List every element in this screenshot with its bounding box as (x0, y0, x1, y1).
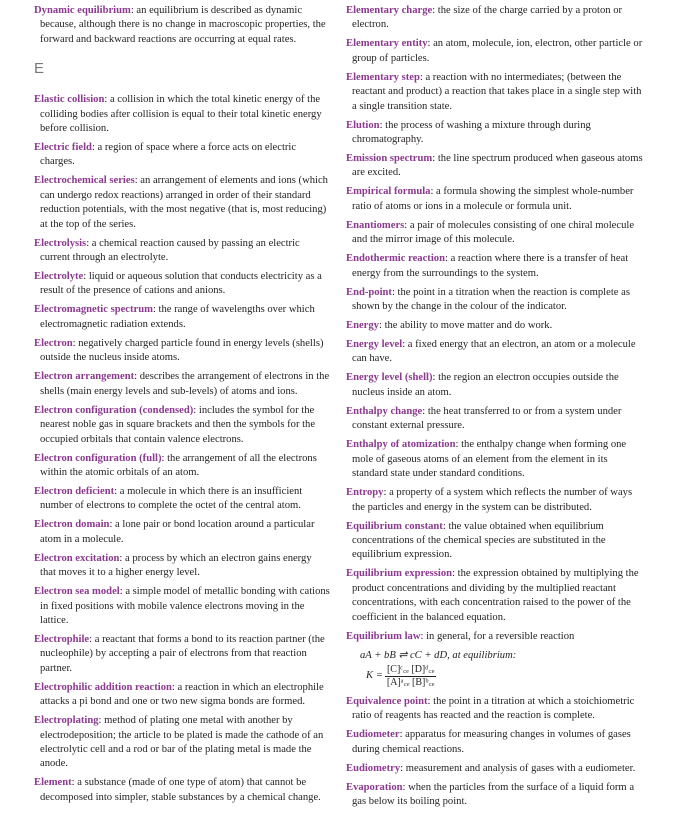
section-letter: E (34, 60, 45, 78)
glossary-entry: Emission spectrum: the line spectrum produced when gaseous atoms are excited. (346, 153, 643, 179)
glossary-definition: when the particles from the surface of a liquid form a gas below its boiling point. (352, 781, 635, 808)
glossary-entry: Evaporation: when the particles from the surface of a liquid form a gas below its boiling point. (346, 781, 635, 808)
glossary-entry: Equilibrium expression: the expression obtained by multiplying the product concentrations and dividing by the multiplied reactant concentrations, with each concentration raised to the power of the coefficient in the balanced equation. (346, 568, 639, 623)
glossary-definition: a simple model of metallic bonding with cations in fixed positions with mobile valence electrons moving in the lattice. (40, 586, 330, 626)
equilibrium-reaction: aA + bB ⇌ cC + dD, at equilibrium: (360, 649, 517, 661)
glossary-definition: the region an electron occupies outside the nucleus inside an atom. (352, 372, 619, 398)
glossary-definition: a chemical reaction caused by passing an electric current through an electrolyte. (40, 237, 300, 264)
glossary-definition: a lone pair or bond location around a particular atom in a molecule. (40, 519, 315, 545)
glossary-term: Elementary charge (346, 5, 433, 16)
glossary-term: Dynamic equilibrium (34, 5, 131, 16)
glossary-definition: an atom, molecule, ion, electron, other particle or group of particles. (352, 38, 643, 64)
glossary-term: Endothermic reaction (346, 253, 445, 265)
glossary-term: Electron sea model (34, 586, 120, 598)
glossary-definition: apparatus for measuring changes in volumes of gases during chemical reactions. (352, 729, 631, 755)
glossary-entry: Enthalpy change: the heat transferred to or from a system under constant external pressure. (346, 405, 622, 432)
glossary-definition: the point in a titration when the reaction is complete as shown by the change in the colour of the indicator. (352, 286, 630, 313)
glossary-term: Electroplating (34, 715, 99, 727)
glossary-term: Electrolyte (34, 271, 84, 283)
glossary-term: Enantiomers (346, 219, 405, 231)
glossary-entry: Elementary charge: the size of the charge carried by a proton or electron. (346, 5, 623, 31)
glossary-definition: a molecule in which there is an insufficient number of electrons to complete the octet of the central atom. (40, 485, 303, 512)
left-column (34, 4, 330, 810)
glossary-entry: Electrolyte: liquid or aqueous solution that conducts electricity as a result of the presence of cations and anions. (34, 271, 322, 297)
glossary-term: Electron (34, 337, 73, 349)
glossary-entry: Electrochemical series: an arrangement of elements and ions (which can undergo redox reactions) arranged in order of their standard reduction potentials, with the most negative (that is, most reducing) at the top of the series. (34, 175, 328, 230)
glossary-definition: a pair of molecules consisting of one chiral molecule and the mirror image of this molecule. (352, 219, 635, 246)
glossary-term: Eudiometry (346, 762, 401, 774)
glossary-definition: an equilibrium is described as dynamic because, although there is no change in macroscopic properties, the forward and backward reactions are occurring at equal rates. (40, 5, 326, 45)
glossary-entry: Electrophile: a reactant that forms a bond to its reaction partner (the nucleophile) by accepting a pair of electrons from that reaction partner. (34, 633, 325, 674)
glossary-definition: a collision in which the total kinetic energy of the colliding bodies after collision is equal to their total kinetic energy before collision. (40, 94, 322, 135)
glossary-definition: the arrangement of all the electrons within the atomic orbitals of an atom. (40, 452, 317, 478)
glossary-entry: Dynamic equilibrium: an equilibrium is described as dynamic because, although there is no change in macroscopic properties, the forward and backward reactions are occurring at equal rates. (34, 5, 326, 45)
glossary-term: Electron deficient (34, 485, 115, 497)
glossary-entry: Entropy: a property of a system which reflects the number of ways the particles and energy in the system can be distributed. (346, 487, 633, 513)
glossary-entry: Electron: negatively charged particle found in energy levels (shells) outside the nucleus inside atoms. (34, 337, 324, 364)
glossary-term: Electron domain (34, 519, 110, 531)
glossary-definition: negatively charged particle found in energy levels (shells) outside the nucleus inside atoms. (40, 337, 324, 364)
glossary-term: Electrophile (34, 633, 90, 645)
left-entries (34, 93, 330, 805)
glossary-term: Elution (346, 119, 380, 131)
glossary-definition: the process of washing a mixture through during chromatography. (352, 119, 591, 146)
glossary-definition: a substance (made of one type of atom) that cannot be decomposed into simpler, stable substances by a chemical change. (40, 777, 321, 803)
glossary-term: Element (34, 777, 72, 789)
right-entries-a (346, 4, 644, 644)
glossary-entry: Electron configuration (full): the arrangement of all the electrons within the atomic orbitals of an atom. (34, 452, 317, 478)
right-column (346, 4, 644, 814)
glossary-definition: the point in a titration at which a stoichiometric ratio of reagents has reacted and the reaction is complete. (352, 695, 635, 722)
glossary-entry: Electron deficient: a molecule in which there is an insufficient number of electrons to complete the octet of the central atom. (34, 485, 303, 512)
glossary-entry: Energy: the ability to move matter and do work. (346, 320, 553, 332)
glossary-definition: the size of the charge carried by a proton or electron. (352, 5, 623, 31)
glossary-entry: Element: a substance (made of one type of atom) that cannot be decomposed into simpler, stable substances by a chemical change. (34, 777, 321, 803)
glossary-entry: Electromagnetic spectrum: the range of wavelengths over which electromagnetic radiation extends. (34, 304, 315, 330)
glossary-entry: Empirical formula: a formula showing the simplest whole-number ratio of atoms or ions in a molecule or formula unit. (346, 186, 634, 212)
glossary-term: End-point (346, 286, 392, 298)
glossary-definition: in general, for a reversible reaction (426, 630, 575, 642)
glossary-term: Electron configuration (condensed) (34, 404, 194, 416)
glossary-entry: Eudiometry: measurement and analysis of gases with a eudiometer. (346, 762, 636, 774)
glossary-entry: Eudiometer: apparatus for measuring changes in volumes of gases during chemical reactions. (346, 729, 631, 755)
glossary-term: Electrochemical series (34, 175, 135, 187)
glossary-definition: a reaction in which an electrophile attacks a pi bond and one or two new sigma bonds are formed. (40, 681, 324, 708)
glossary-term: Empirical formula (346, 186, 431, 198)
glossary-definition: the heat transferred to or from a system under constant external pressure. (352, 405, 622, 432)
glossary-definition: a fixed energy that an electron, an atom or a molecule can have. (352, 339, 636, 365)
glossary-definition: measurement and analysis of gases with a eudiometer. (405, 762, 636, 774)
glossary-entry: Enthalpy of atomization: the enthalpy change when forming one mole of gaseous atoms of an element from the element in its standard state under standard conditions. (346, 439, 627, 480)
glossary-entry: Elution: the process of washing a mixture through during chromatography. (346, 119, 591, 146)
glossary-entry: Electrophilic addition reaction: a reaction in which an electrophile attacks a pi bond and one or two new sigma bonds are formed. (34, 681, 324, 708)
glossary-definition: liquid or aqueous solution that conducts electricity as a result of the presence of cations and anions. (40, 271, 322, 297)
glossary-term: Enthalpy of atomization (346, 439, 456, 451)
glossary-term: Equilibrium expression (346, 568, 453, 580)
glossary-term: Elementary entity (346, 38, 428, 50)
left-entries-top (34, 4, 330, 47)
glossary-term: Evaporation (346, 781, 403, 793)
glossary-definition: the value obtained when equilibrium concentrations of the chemical species are substituted in the equilibrium expression. (352, 520, 606, 561)
glossary-entry: Equilibrium constant: the value obtained when equilibrium concentrations of the chemical species are substituted in the equilibrium expression. (346, 520, 606, 561)
glossary-entry: Electron arrangement: describes the arrangement of electrons in the shells (main energy levels and sub-levels) of atoms and ions. (34, 371, 330, 397)
glossary-term: Electron arrangement (34, 371, 135, 383)
glossary-entry: Endothermic reaction: a reaction where there is a transfer of heat energy from the surroundings to the system. (346, 253, 629, 279)
glossary-definition: describes the arrangement of electrons in the shells (main energy levels and sub-levels) of atoms and ions. (40, 371, 330, 397)
equilibrium-k-expression (346, 664, 644, 689)
glossary-term: Energy (346, 320, 379, 332)
glossary-definition: a region of space where a force acts on electric charges. (40, 142, 297, 168)
glossary-definition: a reactant that forms a bond to its reaction partner (the nucleophile) by accepting a pair of electrons from that reaction partner. (40, 633, 325, 674)
glossary-definition: a reaction with no intermediates; (between the reactant and product) a reaction that takes place in a single step with a single transition state. (352, 71, 642, 112)
glossary-entry: Electroplating: method of plating one metal with another by electrodeposition; the article to be plated is made the cathode of an electrolytic cell and a rod or bar of the plating metal is made the anode. (34, 715, 324, 770)
glossary-entry: Energy level: a fixed energy that an electron, an atom or a molecule can have. (346, 339, 636, 365)
glossary-entry: Electron excitation: a process by which an electron gains energy that moves it to a higher energy level. (34, 552, 312, 579)
glossary-entry: Elastic collision: a collision in which the total kinetic energy of the colliding bodies after collision is equal to their total kinetic energy before collision. (34, 94, 322, 135)
glossary-term: Electric field (34, 142, 92, 154)
glossary-entry: Electrolysis: a chemical reaction caused by passing an electric current through an electrolyte. (34, 237, 300, 264)
glossary-term: Emission spectrum (346, 153, 433, 165)
glossary-term: Enthalpy change (346, 405, 423, 417)
glossary-entry: Electron domain: a lone pair or bond location around a particular atom in a molecule. (34, 519, 315, 545)
glossary-term: Equilibrium constant (346, 520, 443, 532)
glossary-entry: Energy level (shell): the region an electron occupies outside the nucleus inside an atom. (346, 372, 619, 398)
glossary-definition: the ability to move matter and do work. (384, 320, 553, 332)
glossary-definition: an arrangement of elements and ions (which can undergo redox reactions) arranged in order of their standard reduction potentials, with the most negative (that is, most reducing) at the top of the series. (40, 175, 328, 230)
glossary-term: Electromagnetic spectrum (34, 304, 153, 316)
glossary-definition: a property of a system which reflects the number of ways the particles and energy in the system can be distributed. (352, 487, 633, 513)
glossary-term: Electron excitation (34, 552, 120, 564)
glossary-term: Electron configuration (full) (34, 452, 162, 464)
glossary-entry: Electron configuration (condensed): includes the symbol for the nearest noble gas in square brackets and then the symbols for the occupied orbitals that contain valence electrons. (34, 404, 316, 445)
glossary-entry: Elementary step: a reaction with no intermediates; (between the reactant and product) a reaction that takes place in a single step with a single transition state. (346, 71, 642, 112)
glossary-term: Equivalence point (346, 695, 428, 707)
glossary-term: Electrophilic addition reaction (34, 681, 172, 693)
k-fraction (385, 664, 437, 689)
glossary-entry: Electron sea model: a simple model of metallic bonding with cations in fixed positions with mobile valence electrons moving in the lattice. (34, 586, 330, 626)
glossary-term: Equilibrium law (346, 630, 421, 642)
glossary-term: Elastic collision (34, 94, 105, 106)
glossary-term: Energy level (346, 339, 403, 351)
glossary-term: Electrolysis (34, 237, 87, 249)
glossary-term: Eudiometer (346, 729, 400, 741)
k-denominator: [A]ᵃ꜀ₑ [B]ᵇ꜀ₑ (386, 676, 435, 688)
glossary-entry: Equivalence point: the point in a titration at which a stoichiometric ratio of reagents has reacted and the reaction is complete. (346, 695, 635, 722)
glossary-definition: a formula showing the simplest whole-number ratio of atoms or ions in a molecule or formula unit. (352, 186, 634, 212)
glossary-entry: Elementary entity: an atom, molecule, ion, electron, other particle or group of particles. (346, 38, 643, 64)
glossary-definition: the expression obtained by multiplying the product concentrations and dividing by the multiplied reactant concentrations, with each concentration raised to the power of the coefficient in the balanced equation. (352, 568, 639, 623)
glossary-entry: End-point: the point in a titration when the reaction is complete as shown by the change in the colour of the indicator. (346, 286, 630, 313)
glossary-term: Energy level (shell) (346, 372, 433, 384)
right-entries-b (346, 695, 644, 810)
glossary-definition: includes the symbol for the nearest noble gas in square brackets and then the symbols for the occupied orbitals that contain valence electrons. (40, 404, 316, 445)
glossary-definition: the range of wavelengths over which electromagnetic radiation extends. (40, 304, 315, 330)
k-symbol: K = (366, 670, 383, 682)
glossary-definition: method of plating one metal with another by electrodeposition; the article to be plated is made the cathode of an electrolytic cell and a rod or bar of the plating metal is made the anode. (40, 715, 324, 770)
glossary-entry: Equilibrium law: in general, for a reversible reaction (346, 630, 575, 642)
glossary-term: Elementary step (346, 71, 420, 83)
k-numerator: [C]ᶜ꜀ₑ [D]ᵈ꜀ₑ (386, 663, 435, 675)
glossary-definition: a reaction where there is a transfer of heat energy from the surroundings to the system. (352, 253, 629, 279)
glossary-definition: the line spectrum produced when gaseous atoms are excited. (352, 153, 643, 179)
glossary-definition: the enthalpy change when forming one mole of gaseous atoms of an element from the element in its standard state under standard conditions. (352, 439, 627, 480)
glossary-entry: Enantiomers: a pair of molecules consisting of one chiral molecule and the mirror image of this molecule. (346, 219, 635, 246)
glossary-term: Entropy (346, 487, 384, 499)
glossary-entry: Electric field: a region of space where a force acts on electric charges. (34, 142, 297, 168)
glossary-definition: a process by which an electron gains energy that moves it to a higher energy level. (40, 552, 312, 579)
